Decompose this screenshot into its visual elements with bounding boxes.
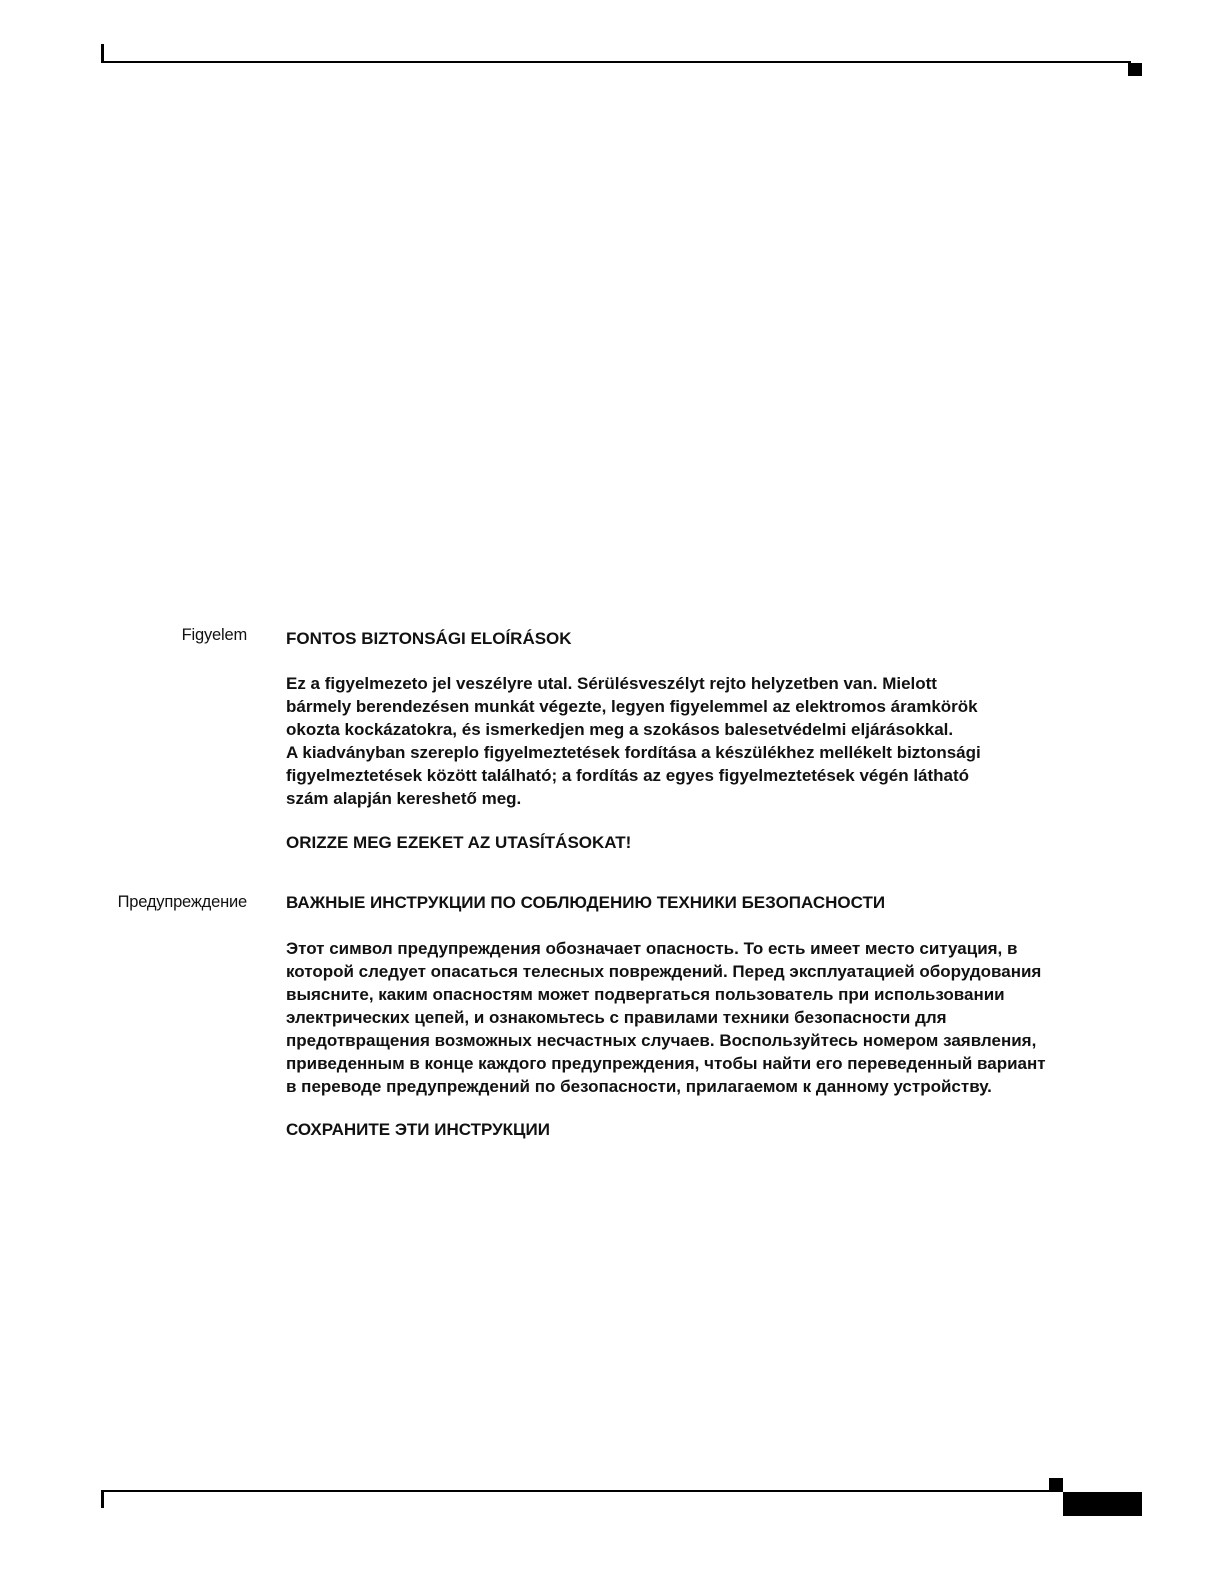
warning-body-line: Ez a figyelmezeto jel veszélyre utal. Sérülésveszélyt rejto helyzetben van. Mielott xyxy=(286,674,937,693)
warning-block-hungarian xyxy=(286,628,1166,854)
warning-body-line: szám alapján kereshető meg. xyxy=(286,789,522,808)
footer-left-tick xyxy=(101,1492,104,1508)
footer-corner-mark xyxy=(1049,1478,1063,1490)
warning-label-hungarian: Figyelem xyxy=(181,626,247,644)
footer-page-number-box xyxy=(1063,1492,1142,1516)
footer-rule xyxy=(101,1490,1063,1492)
warning-body-line: которой следует опасаться телесных повреждений. Перед эксплуатацией оборудования xyxy=(286,962,1042,981)
warning-body-hungarian xyxy=(286,672,1166,810)
warning-body-line: предотвращения возможных несчастных случаев. Воспользуйтесь номером заявления, xyxy=(286,1031,1037,1050)
warning-label-russian: Предупреждение xyxy=(117,893,247,911)
warning-title-hungarian: FONTOS BIZTONSÁGI ELOÍRÁSOK xyxy=(286,629,572,648)
warning-body-line: A kiadványban szereplo figyelmeztetések fordítása a készülékhez mellékelt biztonsági xyxy=(286,743,981,762)
warning-body-line: figyelmeztetések között található; a fordítás az egyes figyelmeztetések végén látható xyxy=(286,766,970,785)
warning-closing-russian: СОХРАНИТЕ ЭТИ ИНСТРУКЦИИ xyxy=(286,1120,550,1139)
warning-body-line: приведенным в конце каждого предупреждения, чтобы найти его переведенный вариант xyxy=(286,1054,1046,1073)
warning-body-russian xyxy=(286,937,1166,1098)
warning-body-line: в переводе предупреждений по безопасности, прилагаемом к данному устройству. xyxy=(286,1077,992,1096)
header-rule xyxy=(101,61,1131,63)
warning-body-line: электрических цепей, и ознакомьтесь с правилами техники безопасности для xyxy=(286,1008,947,1027)
warning-body-line: okozta kockázatokra, és ismerkedjen meg a szokásos balesetvédelmi eljárásokkal. xyxy=(286,720,954,739)
warning-block-russian xyxy=(286,892,1166,1141)
warning-body-line: Этот символ предупреждения обозначает опасность. То есть имеет место ситуация, в xyxy=(286,939,1018,958)
warning-body-line: выясните, каким опасностям может подвергаться пользователь при использовании xyxy=(286,985,1005,1004)
warning-title-russian: ВАЖНЫЕ ИНСТРУКЦИИ ПО СОБЛЮДЕНИЮ ТЕХНИКИ БЕЗОПАСНОСТИ xyxy=(286,893,886,912)
warning-body-line: bármely berendezésen munkát végezte, legyen figyelemmel az elektromos áramkörök xyxy=(286,697,978,716)
header-corner-mark xyxy=(1128,63,1142,76)
warning-closing-hungarian: ORIZZE MEG EZEKET AZ UTASÍTÁSOKAT! xyxy=(286,833,632,852)
